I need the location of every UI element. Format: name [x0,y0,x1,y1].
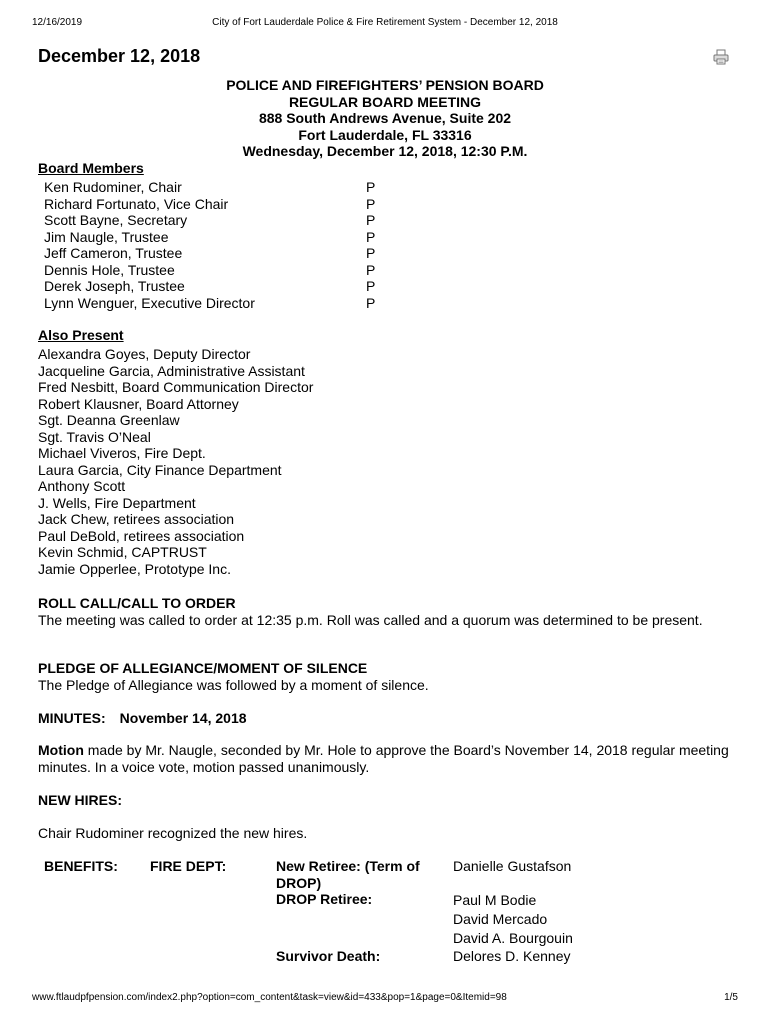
member-status: P [366,228,376,245]
member-name: Dennis Hole, Trustee [44,261,175,278]
member-row [44,196,375,213]
footer-url: www.ftlaudpfpension.com/index2.php?option=com_content&task=view&id=433&pop=1&page=0&Itemid=98 [32,992,507,1003]
list-item: J. Wells, Fire Department [38,494,196,511]
member-name: Richard Fortunato, Vice Chair [44,195,229,212]
member-status: P [366,278,376,294]
meeting-heading [0,77,770,160]
motion-label: Motion [38,742,84,758]
benefits-dept: FIRE DEPT: [150,858,227,874]
new-hires-heading: NEW HIRES: [38,792,122,808]
heading-board-name: POLICE AND FIREFIGHTERS’ PENSION BOARD [226,77,544,93]
list-item: Sgt. Travis O’Neal [38,428,151,445]
member-row [44,179,375,196]
member-status: P [366,294,376,311]
member-status: P [366,245,376,261]
member-row [44,295,375,312]
heading-datetime: Wednesday, December 12, 2018, 12:30 P.M. [242,143,528,159]
member-name: Ken Rudominer, Chair [44,179,182,195]
list-item: Paul DeBold, retirees association [38,527,245,544]
roll-call-heading: ROLL CALL/CALL TO ORDER [38,595,236,611]
new-retiree-label-line2: DROP) [276,874,322,891]
board-members-list [44,179,375,311]
drop-retiree-names [453,891,573,948]
roll-call-text: The meeting was called to order at 12:35 p.m. Roll was called and a quorum was determined to be present. [38,612,703,628]
list-item: Jamie Opperlee, Prototype Inc. [38,560,231,577]
member-status: P [366,212,376,228]
member-status: P [366,179,376,195]
survivor-death-name: Delores D. Kenney [453,948,571,964]
member-status: P [366,261,376,278]
list-item: Robert Klausner, Board Attorney [38,395,239,412]
list-item: Fred Nesbitt, Board Communication Director [38,379,314,395]
member-row [44,212,375,229]
list-item: Sgt. Deanna Greenlaw [38,412,180,428]
page-title: December 12, 2018 [38,46,201,66]
member-name: Scott Bayne, Secretary [44,212,188,228]
pledge-text: The Pledge of Allegiance was followed by a moment of silence. [38,677,429,693]
member-name: Jim Naugle, Trustee [44,228,169,245]
list-item: Jacqueline Garcia, Administrative Assistant [38,362,305,379]
new-retiree-label-line1: New Retiree: (Term of [276,858,420,874]
page-number: 1/5 [724,992,738,1003]
minutes-heading [38,710,734,727]
list-item: Anthony Scott [38,478,126,494]
heading-address: 888 South Andrews Avenue, Suite 202 [258,110,512,126]
list-item: Jack Chew, retirees association [38,511,235,527]
minutes-label: MINUTES: [38,710,106,726]
member-row [44,245,375,262]
list-item: David A. Bourgouin [453,930,573,946]
member-row [44,278,375,295]
benefits-label: BENEFITS: [44,858,118,874]
list-item: Kevin Schmid, CAPTRUST [38,544,207,560]
also-present-heading: Also Present [38,327,124,343]
minutes-motion [38,742,734,775]
drop-retiree-label: DROP Retiree: [276,891,373,907]
list-item: Paul M Bodie [453,892,537,908]
board-members-heading: Board Members [38,160,144,176]
new-retiree-name: Danielle Gustafson [453,858,572,874]
heading-city: Fort Lauderdale, FL 33316 [298,126,472,143]
minutes-date: November 14, 2018 [119,710,247,726]
member-name: Lynn Wenguer, Executive Director [44,294,255,311]
motion-text: made by Mr. Naugle, seconded by Mr. Hole to approve the Board’s November 14, 2018 regular meeting minutes. In a voice vote, motion passed unanimously. [38,742,729,775]
new-retiree-label [276,858,420,891]
list-item: Laura Garcia, City Finance Department [38,461,282,478]
survivor-death-label: Survivor Death: [276,948,381,964]
member-status: P [366,195,376,212]
member-name: Jeff Cameron, Trustee [44,245,183,261]
list-item: Alexandra Goyes, Deputy Director [38,346,251,362]
member-row [44,229,375,246]
heading-meeting-type: REGULAR BOARD MEETING [288,93,482,110]
member-name: Derek Joseph, Trustee [44,278,185,294]
also-present-list [38,346,313,577]
print-date: 12/16/2019 [32,17,83,28]
new-hires-text: Chair Rudominer recognized the new hires. [38,825,308,841]
pledge-heading: PLEDGE OF ALLEGIANCE/MOMENT OF SILENCE [38,660,368,676]
list-item: Michael Viveros, Fire Dept. [38,445,206,461]
list-item: David Mercado [453,911,548,927]
member-row [44,262,375,279]
print-header-title: City of Fort Lauderdale Police & Fire Retirement System - December 12, 2018 [212,17,558,28]
printer-icon[interactable] [713,49,729,65]
